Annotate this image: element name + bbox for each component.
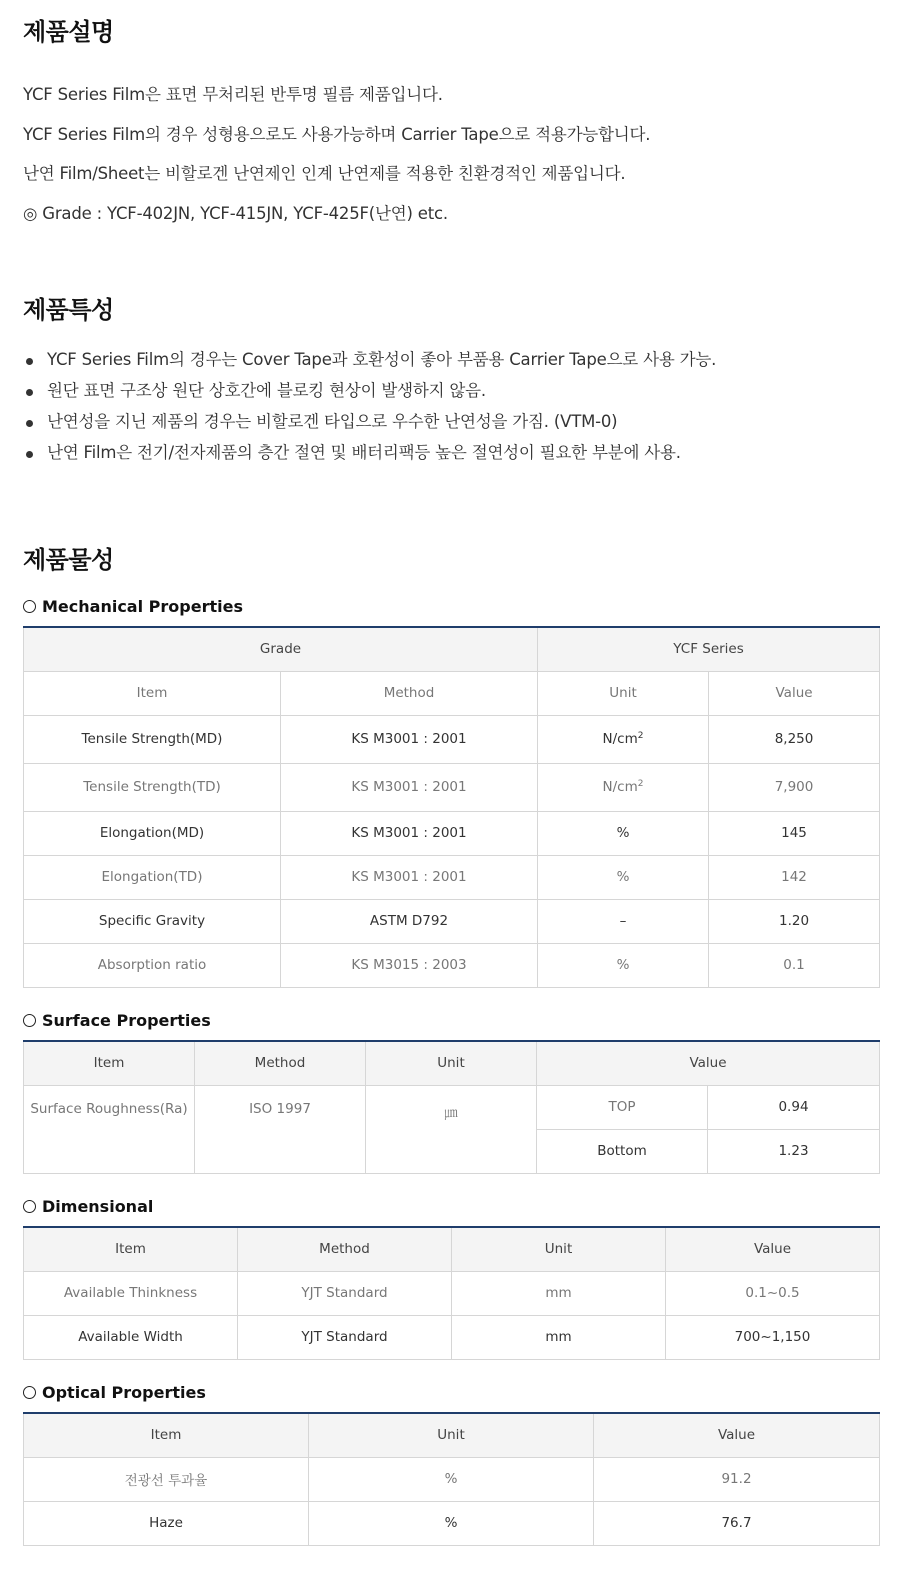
surface-heading-label: Surface Properties: [42, 1011, 211, 1030]
col-header-unit: Unit: [452, 1227, 666, 1271]
cell-unit: %: [538, 811, 709, 855]
cell-unit: –: [538, 899, 709, 943]
table-row: [24, 763, 880, 811]
cell-unit: ㎛: [366, 1085, 537, 1173]
grade-header: Grade: [24, 627, 538, 671]
table-row: [24, 811, 880, 855]
cell-item: Elongation(MD): [24, 811, 281, 855]
table-row: [24, 671, 880, 715]
cell-value: 0.1: [709, 943, 880, 987]
unit-superscript: 2: [637, 779, 644, 789]
cell-item: Tensile Strength(MD): [24, 715, 281, 763]
feature-item: 난연 Film은 전기/전자제품의 층간 절연 및 배터리팩등 높은 절연성이 필요한 부분에 사용.: [23, 441, 716, 472]
cell-value: 142: [709, 855, 880, 899]
cell-method: KS M3001 : 2001: [281, 715, 538, 763]
cell-unit: %: [309, 1501, 594, 1545]
col-header-item: Item: [24, 1041, 195, 1085]
col-header-item: Item: [24, 1413, 309, 1457]
table-row: [24, 1501, 880, 1545]
table-row: [24, 627, 880, 671]
optical-heading-label: Optical Properties: [42, 1383, 206, 1402]
cell-method: KS M3001 : 2001: [281, 763, 538, 811]
col-header-value: Value: [709, 671, 880, 715]
cell-value: 1.23: [708, 1129, 880, 1173]
features-list: [23, 348, 716, 472]
table-row: [24, 1227, 880, 1271]
feature-item: YCF Series Film의 경우는 Cover Tape과 호환성이 좋아 부품용 Carrier Tape으로 사용 가능.: [23, 348, 716, 379]
description-title: 제품설명: [23, 18, 114, 46]
cell-unit: [538, 763, 709, 811]
cell-item: Elongation(TD): [24, 855, 281, 899]
cell-value: 91.2: [594, 1457, 880, 1501]
cell-item: 전광선 투과율: [24, 1457, 309, 1501]
table-row: [24, 1413, 880, 1457]
cell-unit: mm: [452, 1271, 666, 1315]
circle-icon: [23, 1014, 36, 1027]
col-header-method: Method: [238, 1227, 452, 1271]
col-header-item: Item: [24, 671, 281, 715]
table-row: [24, 715, 880, 763]
properties-title: 제품물성: [23, 546, 114, 574]
cell-unit: mm: [452, 1315, 666, 1359]
table-row: [24, 943, 880, 987]
surface-table: [23, 1040, 880, 1174]
dimensional-heading: [23, 1197, 153, 1216]
cell-item: Available Thinkness: [24, 1271, 238, 1315]
mechanical-heading-label: Mechanical Properties: [42, 597, 243, 616]
col-header-unit: Unit: [366, 1041, 537, 1085]
surface-heading: [23, 1011, 211, 1030]
features-title: 제품특성: [23, 296, 114, 324]
unit-superscript: 2: [637, 731, 644, 741]
cell-value-label: TOP: [537, 1085, 708, 1129]
cell-item: Available Width: [24, 1315, 238, 1359]
circle-icon: [23, 600, 36, 613]
series-header: YCF Series: [538, 627, 880, 671]
cell-item: Surface Roughness(Ra): [24, 1085, 195, 1173]
col-header-unit: Unit: [538, 671, 709, 715]
feature-item: 난연성을 지닌 제품의 경우는 비할로겐 타입으로 우수한 난연성을 가짐. (VTM-0): [23, 410, 716, 441]
mechanical-table: [23, 626, 880, 988]
cell-unit: %: [309, 1457, 594, 1501]
col-header-method: Method: [195, 1041, 366, 1085]
col-header-value: Value: [537, 1041, 880, 1085]
cell-value: 0.1~0.5: [666, 1271, 880, 1315]
mechanical-heading: [23, 597, 243, 616]
circle-icon: [23, 1200, 36, 1213]
cell-method: KS M3015 : 2003: [281, 943, 538, 987]
col-header-unit: Unit: [309, 1413, 594, 1457]
cell-unit: [538, 715, 709, 763]
cell-unit: %: [538, 943, 709, 987]
unit-text: N/cm: [602, 731, 638, 747]
grade-line: ◎ Grade : YCF-402JN, YCF-415JN, YCF-425F(난연) etc.: [23, 204, 448, 223]
description-line: YCF Series Film은 표면 무처리된 반투명 필름 제품입니다.: [23, 85, 443, 104]
description-line: 난연 Film/Sheet는 비할로겐 난연제인 인계 난연제를 적용한 친환경적인 제품입니다.: [23, 164, 626, 183]
feature-item: 원단 표면 구조상 원단 상호간에 블로킹 현상이 발생하지 않음.: [23, 379, 716, 410]
description-line: YCF Series Film의 경우 성형용으로도 사용가능하며 Carrier Tape으로 적용가능합니다.: [23, 125, 651, 144]
cell-method: KS M3001 : 2001: [281, 855, 538, 899]
cell-item: Specific Gravity: [24, 899, 281, 943]
col-header-item: Item: [24, 1227, 238, 1271]
table-row: [24, 1315, 880, 1359]
cell-method: ISO 1997: [195, 1085, 366, 1173]
col-header-method: Method: [281, 671, 538, 715]
optical-table: [23, 1412, 880, 1546]
cell-item: Absorption ratio: [24, 943, 281, 987]
table-row: [24, 1041, 880, 1085]
table-row: [24, 855, 880, 899]
dimensional-table: [23, 1226, 880, 1360]
cell-method: YJT Standard: [238, 1271, 452, 1315]
cell-value: 145: [709, 811, 880, 855]
cell-unit: %: [538, 855, 709, 899]
cell-method: ASTM D792: [281, 899, 538, 943]
cell-value-label: Bottom: [537, 1129, 708, 1173]
cell-method: KS M3001 : 2001: [281, 811, 538, 855]
table-row: [24, 1271, 880, 1315]
cell-value: 8,250: [709, 715, 880, 763]
optical-heading: [23, 1383, 206, 1402]
cell-value: 7,900: [709, 763, 880, 811]
cell-value: 700~1,150: [666, 1315, 880, 1359]
dimensional-heading-label: Dimensional: [42, 1197, 154, 1216]
table-row: [24, 1085, 880, 1129]
cell-value: 0.94: [708, 1085, 880, 1129]
cell-method: YJT Standard: [238, 1315, 452, 1359]
table-row: [24, 899, 880, 943]
cell-item: Tensile Strength(TD): [24, 763, 281, 811]
cell-item: Haze: [24, 1501, 309, 1545]
unit-text: N/cm: [602, 779, 638, 795]
col-header-value: Value: [666, 1227, 880, 1271]
cell-value: 76.7: [594, 1501, 880, 1545]
col-header-value: Value: [594, 1413, 880, 1457]
circle-icon: [23, 1386, 36, 1399]
cell-value: 1.20: [709, 899, 880, 943]
table-row: [24, 1457, 880, 1501]
